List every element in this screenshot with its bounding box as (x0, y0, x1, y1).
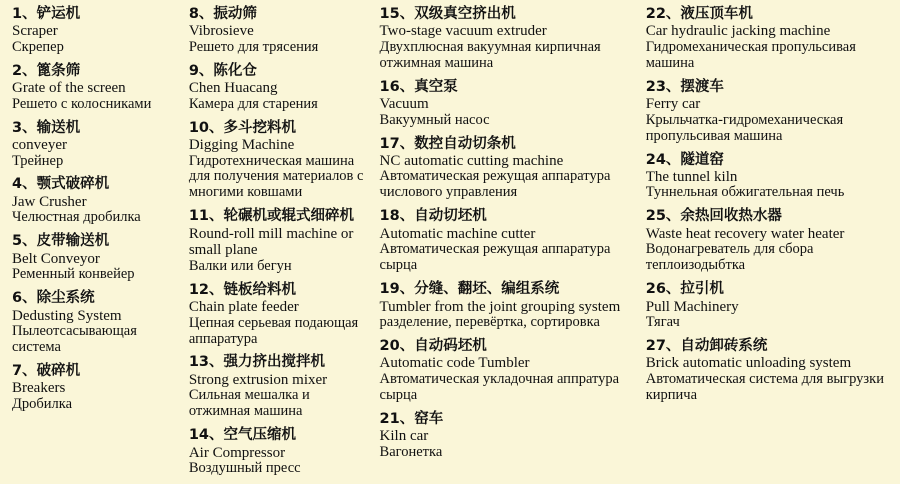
item-label-en: conveyer (12, 137, 67, 154)
item-label-en: Belt Conveyor (12, 250, 100, 267)
item-label-ru: Камера для старения (188, 95, 318, 112)
item-label-zh: 8、振动筛 (188, 6, 257, 22)
item-label-ru: Крыльчатка-гидромеханическая пропульсивая машина (645, 111, 844, 144)
item-label-en: Jaw Crusher (12, 193, 87, 210)
item-label-zh: 13、强力挤出搅拌机 (188, 354, 326, 371)
item-label-en: Automatic machine cutter (379, 225, 536, 242)
item-label-ru: Двухплюсная вакуумная кирпичная отжимная машина (379, 38, 601, 71)
list-column-1 (6, 6, 183, 420)
list-item (189, 120, 368, 202)
list-item (380, 6, 634, 72)
item-label-ru: Валки или бегун (188, 257, 292, 274)
item-label-ru: Сильная мешалка и отжимная машина (188, 387, 310, 420)
item-label-zh: 5、皮带输送机 (12, 233, 110, 250)
list-item (189, 282, 368, 348)
item-label-ru: Скрепер (12, 38, 64, 55)
list-item (189, 354, 368, 420)
item-label-en: Digging Machine (188, 137, 295, 154)
item-label-en: Waste heat recovery water heater (645, 225, 845, 242)
item-label-ru: Решето для трясения (188, 38, 319, 55)
item-label-ru: Тягач (645, 314, 680, 331)
list-item (189, 6, 368, 56)
item-label-zh: 18、自动切坯机 (379, 208, 487, 225)
list-item (12, 176, 177, 226)
item-label-en: Round-roll mill machine or small plane (188, 225, 354, 259)
item-label-zh: 12、链板给料机 (188, 281, 297, 298)
item-label-ru: Трейнер (12, 152, 64, 169)
item-label-ru: Пылеотсасывающая система (12, 323, 137, 355)
list-item (646, 79, 888, 145)
item-label-zh: 3、输送机 (12, 119, 81, 136)
list-column-3 (374, 6, 640, 468)
list-item (12, 290, 177, 356)
item-label-ru: Цепная серьевая подающая аппаратура (188, 314, 359, 347)
item-label-en: Pull Machinery (645, 298, 739, 315)
item-label-zh: 14、空气压缩机 (188, 427, 297, 444)
item-label-en: Air Compressor (188, 444, 286, 461)
list-item (12, 63, 177, 113)
item-label-ru: Автоматическая система для выгрузки кирпича (645, 370, 884, 403)
item-label-zh: 16、真空泵 (379, 78, 458, 95)
list-column-4 (640, 6, 894, 411)
item-label-ru: Решето с колосниками (12, 95, 152, 112)
item-label-zh: 19、分缝、翻坯、编组系统 (379, 281, 560, 298)
list-column-2 (183, 6, 374, 484)
item-label-en: Brick automatic unloading system (645, 355, 852, 372)
item-label-ru: Гидромеханическая пропульсивая машина (645, 38, 856, 71)
item-label-zh: 15、双级真空挤出机 (379, 6, 516, 22)
item-label-en: Scraper (12, 23, 58, 40)
item-label-ru: Вагонетка (379, 443, 443, 460)
item-label-en: Strong extrusion mixer (188, 371, 328, 388)
item-label-zh: 23、摆渡车 (645, 78, 724, 95)
list-item (12, 6, 177, 56)
item-label-zh: 22、液压顶车机 (645, 6, 753, 22)
list-item (646, 152, 888, 202)
item-label-en: The tunnel kiln (645, 168, 738, 185)
list-item (646, 338, 888, 404)
list-item (380, 281, 634, 331)
item-label-zh: 10、多斗挖料机 (188, 119, 297, 136)
item-label-ru: Автоматическая режущая аппаратура сырца (379, 241, 611, 274)
item-label-en: Vacuum (379, 96, 429, 113)
list-item (380, 338, 634, 404)
item-label-zh: 21、窑车 (379, 410, 444, 427)
list-item (646, 6, 888, 72)
list-item (12, 233, 177, 283)
item-label-ru: Туннельная обжигательная печь (645, 184, 845, 201)
list-item (380, 208, 634, 274)
list-item (646, 281, 888, 331)
item-label-ru: Воздушный пресс (188, 460, 301, 477)
item-label-zh: 11、轮碾机或辊式细碎机 (188, 208, 355, 225)
item-label-en: Tumbler from the joint grouping system (379, 298, 621, 315)
list-item (189, 208, 368, 274)
list-item (380, 411, 634, 461)
item-label-ru: Вакуумный насос (379, 111, 490, 128)
item-label-en: Vibrosieve (188, 23, 254, 40)
item-label-en: Chain plate feeder (188, 299, 299, 316)
item-label-ru: Гидротехническая машина для получения материалов с многими ковшами (188, 152, 364, 201)
item-label-zh: 4、颚式破碎机 (12, 176, 110, 193)
list-item (189, 63, 368, 113)
item-label-ru: Автоматическая укладочная аппратура сырца (379, 370, 620, 403)
item-label-zh: 6、除尘系统 (12, 290, 95, 307)
item-label-zh: 1、铲运机 (12, 6, 81, 22)
item-label-ru: разделение, перевёртка, сортировка (379, 314, 600, 331)
item-label-zh: 25、余热回收热水器 (645, 208, 782, 225)
item-label-en: Two-stage vacuum extruder (379, 23, 547, 40)
list-item (380, 136, 634, 202)
item-label-zh: 17、数控自动切条机 (379, 135, 516, 152)
list-item (12, 363, 177, 413)
item-label-en: Kiln car (379, 428, 429, 445)
item-label-ru: Водонагреватель для сбора теплоизодыбтка (645, 241, 814, 274)
item-label-zh: 24、隧道窑 (645, 151, 724, 168)
item-label-zh: 2、篦条筛 (12, 62, 81, 79)
item-label-en: Grate of the screen (12, 80, 126, 97)
list-item (189, 427, 368, 477)
item-label-zh: 7、破碎机 (12, 362, 81, 379)
item-label-zh: 26、拉引机 (645, 281, 724, 298)
item-label-ru: Автоматическая режущая аппаратура числового управления (379, 168, 611, 201)
item-label-en: Ferry car (645, 96, 701, 113)
item-label-en: Car hydraulic jacking machine (645, 23, 831, 40)
item-label-en: Breakers (12, 380, 66, 397)
item-label-en: Dedusting System (12, 307, 122, 324)
item-label-ru: Ременный конвейер (12, 266, 135, 283)
item-label-en: Chen Huacang (188, 80, 278, 97)
item-label-en: Automatic code Tumbler (379, 355, 530, 372)
item-label-ru: Дробилка (12, 395, 73, 412)
item-label-zh: 27、自动卸砖系统 (645, 337, 768, 354)
list-item (646, 208, 888, 274)
item-label-zh: 9、陈化仓 (188, 62, 257, 79)
item-label-ru: Челюстная дробилка (12, 209, 141, 226)
list-item (380, 79, 634, 129)
list-item (12, 120, 177, 170)
item-label-zh: 20、自动码坯机 (379, 337, 487, 354)
item-label-en: NC automatic cutting machine (379, 152, 564, 169)
